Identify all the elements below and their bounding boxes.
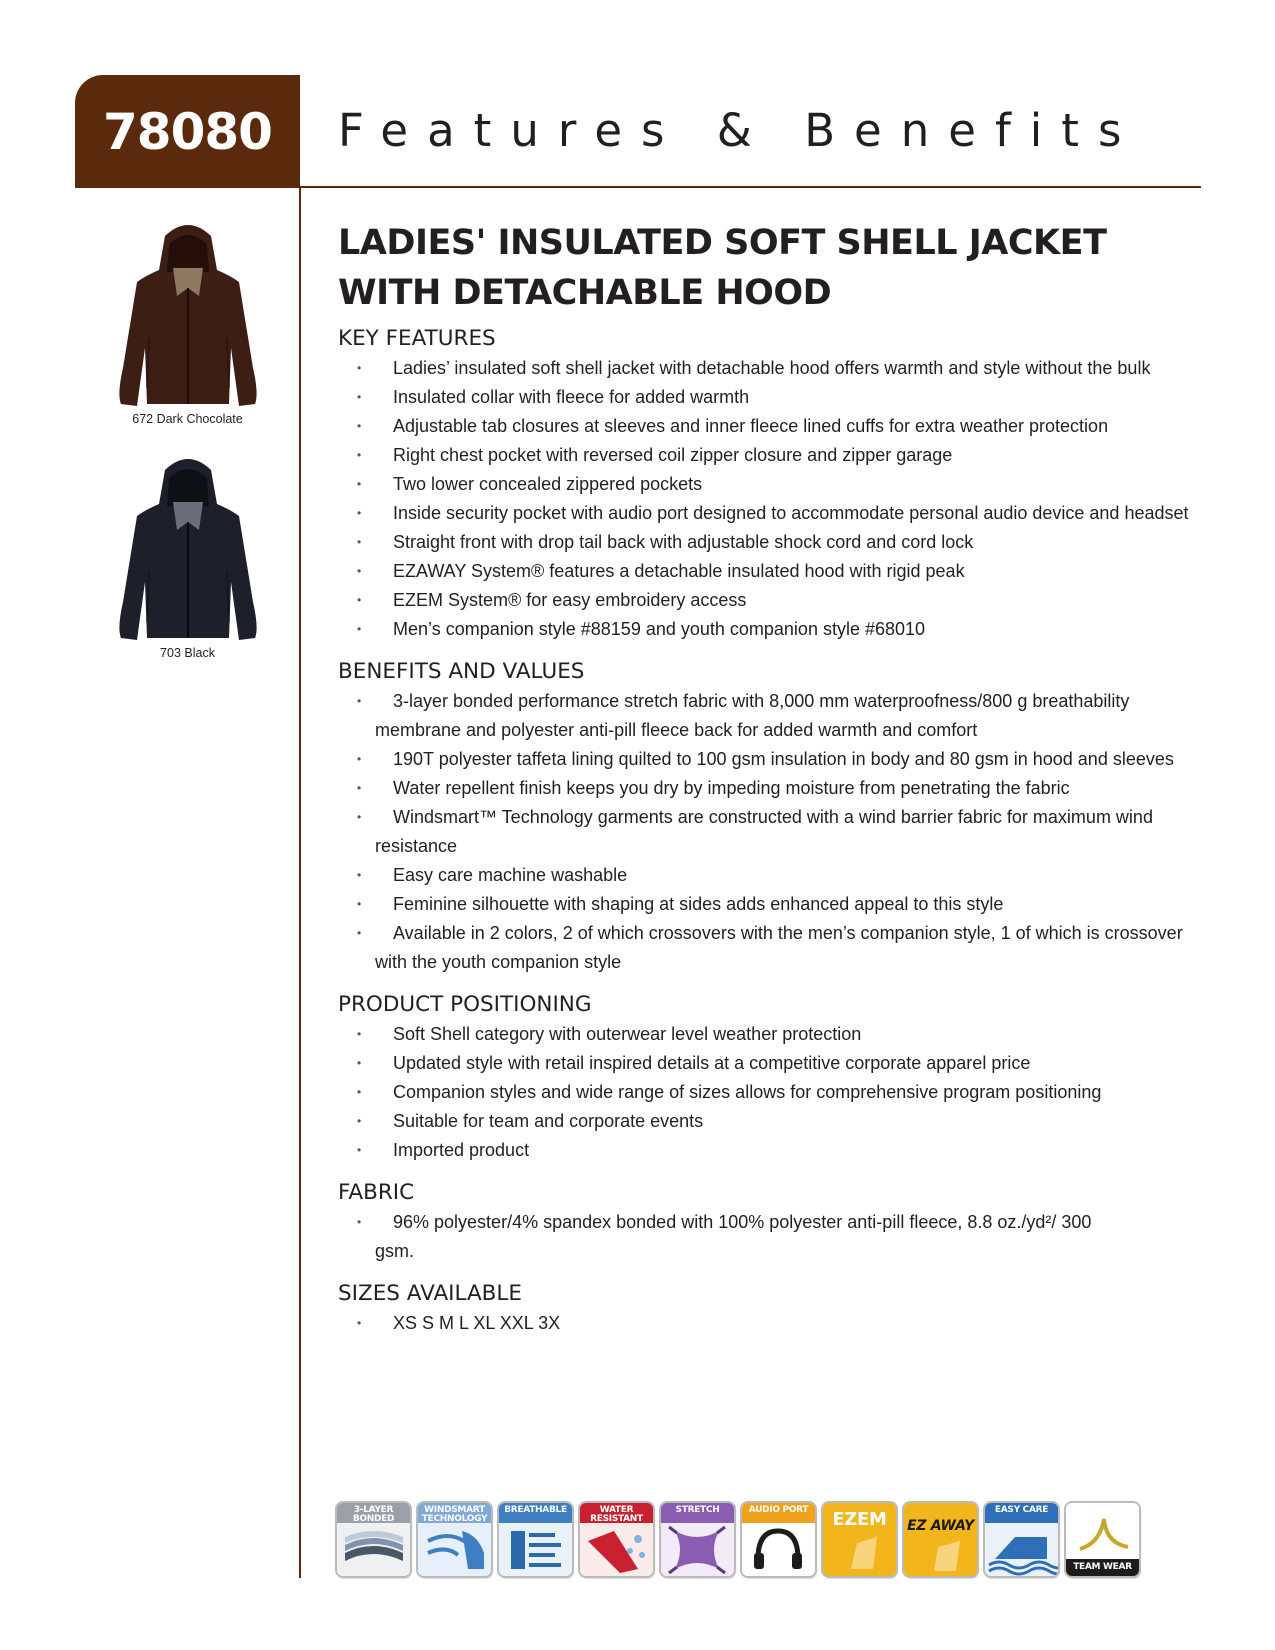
list-item: • Right chest pocket with reversed coil zipper closure and zipper garage xyxy=(375,441,1198,470)
headphones-icon xyxy=(742,1503,815,1576)
stretch-icon xyxy=(661,1503,734,1576)
list-item: • Two lower concealed zippered pockets xyxy=(375,470,1198,499)
icon-label: EZ AWAY xyxy=(907,1518,974,1534)
sizes-heading: SIZES AVAILABLE xyxy=(338,1281,522,1306)
list-item: • Windsmart™ Technology garments are constructed with a wind barrier fabric for maximum wind resistance xyxy=(375,803,1198,861)
style-number: 78080 xyxy=(103,103,272,161)
key-features-list xyxy=(375,354,1198,644)
list-item: • 96% polyester/4% spandex bonded with 100% polyester anti-pill fleece, 8.8 oz./yd²/ 300 gsm. xyxy=(375,1208,1198,1266)
list-item: • Imported product xyxy=(375,1136,1198,1165)
jacket-black-image xyxy=(113,452,263,642)
list-item: • EZEM System® for easy embroidery access xyxy=(375,586,1198,615)
list-item: • Available in 2 colors, 2 of which crossovers with the men’s companion style, 1 of which is crossover with the youth companion style xyxy=(375,919,1198,977)
team-wear-icon xyxy=(1066,1503,1139,1576)
easy-care-icon xyxy=(985,1503,1058,1576)
list-item: • Adjustable tab closures at sleeves and inner fleece lined cuffs for extra weather protection xyxy=(375,412,1198,441)
benefits-heading: BENEFITS AND VALUES xyxy=(338,659,585,684)
icon-label: EASY CARE xyxy=(994,1505,1049,1515)
list-item: • XS S M L XL XXL 3X xyxy=(375,1309,1198,1338)
water-drop-icon xyxy=(580,1503,653,1576)
list-item: • Easy care machine washable xyxy=(375,861,1198,890)
style-number-tab xyxy=(75,75,300,188)
product-title-line1: LADIES' INSULATED SOFT SHELL JACKET xyxy=(338,223,1107,263)
list-item: • Inside security pocket with audio port designed to accommodate personal audio device and headset xyxy=(375,499,1198,528)
product-dark-chocolate xyxy=(100,218,275,426)
list-item: • 3-layer bonded performance stretch fabric with 8,000 mm waterproofness/800 g breathability membrane and polyester anti-pill fleece back for added warmth and comfort xyxy=(375,687,1198,745)
icon-label: 3-LAYER BONDED xyxy=(352,1505,395,1524)
key-features-heading: KEY FEATURES xyxy=(338,326,496,351)
positioning-list xyxy=(375,1020,1198,1165)
sizes-list xyxy=(375,1309,1198,1338)
list-item: • Companion styles and wide range of sizes allows for comprehensive program positioning xyxy=(375,1078,1198,1107)
icon-label: TEAM WEAR xyxy=(1073,1562,1132,1572)
product-caption: 703 Black xyxy=(160,646,215,660)
icon-label: EZEM xyxy=(832,1509,887,1530)
icon-label: WATER RESISTANT xyxy=(590,1505,643,1524)
wind-icon xyxy=(418,1503,491,1576)
page-title: Features & Benefits xyxy=(338,104,1141,157)
icon-label: WINDSMART TECHNOLOGY xyxy=(421,1505,488,1524)
fabric-heading: FABRIC xyxy=(338,1180,415,1205)
sidebar-divider xyxy=(299,186,301,1578)
list-item: • Men’s companion style #88159 and youth companion style #68010 xyxy=(375,615,1198,644)
list-item: • Feminine silhouette with shaping at sides adds enhanced appeal to this style xyxy=(375,890,1198,919)
layers-icon xyxy=(337,1503,410,1576)
breathable-icon xyxy=(499,1503,572,1576)
list-item: • EZAWAY System® features a detachable insulated hood with rigid peak xyxy=(375,557,1198,586)
list-item: • Straight front with drop tail back with adjustable shock cord and cord lock xyxy=(375,528,1198,557)
list-item: • Updated style with retail inspired details at a competitive corporate apparel price xyxy=(375,1049,1198,1078)
fabric-list xyxy=(375,1208,1198,1266)
positioning-heading: PRODUCT POSITIONING xyxy=(338,992,592,1017)
list-item: • Insulated collar with fleece for added warmth xyxy=(375,383,1198,412)
list-item: • 190T polyester taffeta lining quilted to 100 gsm insulation in body and 80 gsm in hood and sleeves xyxy=(375,745,1198,774)
product-title-line2: WITH DETACHABLE HOOD xyxy=(338,273,832,313)
product-title xyxy=(338,218,1198,318)
product-caption: 672 Dark Chocolate xyxy=(132,412,243,426)
list-item: • Ladies’ insulated soft shell jacket with detachable hood offers warmth and style without the bulk xyxy=(375,354,1198,383)
main-content xyxy=(338,218,1198,1338)
icon-label: STRETCH xyxy=(675,1505,720,1515)
jacket-chocolate-image xyxy=(113,218,263,408)
list-item: • Suitable for team and corporate events xyxy=(375,1107,1198,1136)
list-item: • Soft Shell category with outerwear level weather protection xyxy=(375,1020,1198,1049)
product-black xyxy=(100,452,275,660)
header-divider xyxy=(75,186,1201,188)
ezaway-icon xyxy=(904,1503,977,1576)
benefits-list xyxy=(375,687,1198,977)
icon-label: AUDIO PORT xyxy=(748,1505,809,1515)
icon-label: BREATHABLE xyxy=(504,1505,567,1515)
ezem-icon xyxy=(823,1503,896,1576)
list-item: • Water repellent finish keeps you dry by impeding moisture from penetrating the fabric xyxy=(375,774,1198,803)
